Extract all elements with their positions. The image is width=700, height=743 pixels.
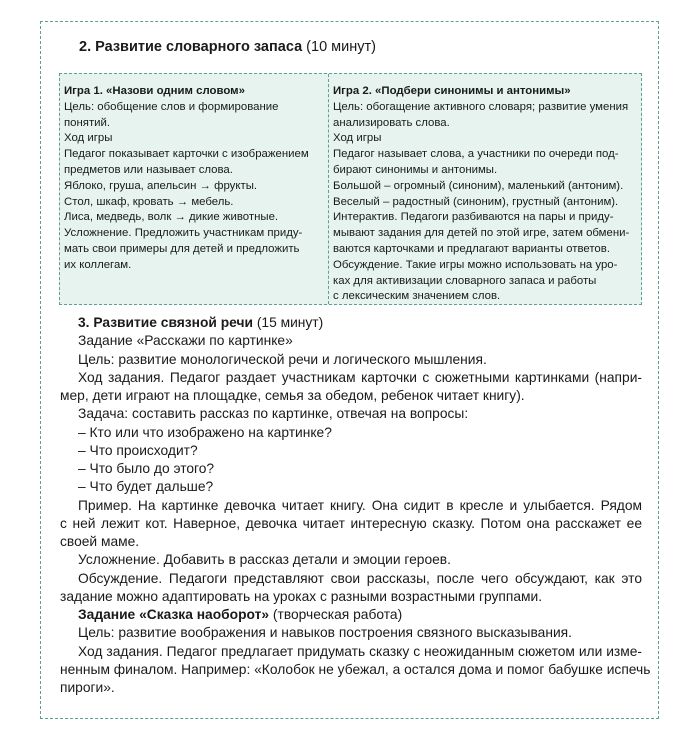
game-1-cell	[64, 84, 324, 274]
fairy-subtitle: (творческая работа)	[272, 607, 403, 622]
example-line: с ней лежит кот. Наверное, девочка читает интересную сказку. Потом она расскажет ее	[60, 515, 642, 531]
question-list	[60, 424, 642, 497]
section-2-duration: (10 минут)	[306, 39, 376, 55]
game-1-body	[64, 100, 324, 274]
task-process-line: мер, дети играют на площадке, семья за обедом, ребенок читает книгу).	[60, 388, 525, 403]
section-2-heading	[79, 37, 376, 57]
question-item: – Что будет дальше?	[78, 479, 214, 495]
task-label: Задание «Расскажи по картинке»	[78, 333, 293, 349]
game-1-line: мать свои примеры для детей и предложить	[64, 242, 300, 255]
game-1-line: их коллегам.	[64, 258, 132, 271]
task-objective: Задача: составить рассказ по картинке, отвечая на вопросы:	[78, 406, 469, 422]
example-line: своей маме.	[60, 534, 140, 549]
game-2-line: с лексическим значением слов.	[333, 290, 501, 303]
game-2-line: Веселый – радостный (синоним), грустный (антоним).	[333, 195, 619, 208]
game-2-line: Интерактив. Педагоги разбиваются на пары и приду-	[333, 211, 614, 224]
game-2-body	[333, 100, 639, 305]
section-3-title: 3. Развитие связной речи	[78, 315, 253, 330]
main-text	[60, 314, 651, 697]
game-1-line: понятий.	[64, 116, 111, 129]
game-2-line: мывают задания для детей по этой игре, затем обмени-	[333, 227, 630, 240]
complication: Усложнение. Добавить в рассказ детали и эмоции героев.	[78, 552, 451, 568]
game-1-line: Усложнение. Предложить участникам приду-	[64, 227, 303, 240]
question-item: – Что происходит?	[78, 442, 198, 458]
game-2-line: Педагог называет слова, а участники по очереди под-	[333, 148, 619, 161]
game-2-line: Большой – огромный (синоним), маленький (антоним).	[333, 179, 624, 192]
game-2-line: ках для активизации словарного запаса и работы	[333, 274, 597, 287]
game-1-line: Цель: обобщение слов и формирование	[64, 100, 279, 113]
games-table	[59, 73, 642, 305]
game-1-line: Яблоко, груша, апельсин → фрукты.	[64, 179, 258, 192]
fairy-process-line: ненным финалом. Например: «Колобок не убежал, а остался дома и помог бабушке испечь	[60, 661, 651, 677]
discussion-line: Обсуждение. Педагоги представляют свои рассказы, после чего обсуждают, как это	[78, 570, 642, 586]
game-1-title: Игра 1. «Назови одним словом»	[64, 85, 245, 97]
fairy-title: Задание «Сказка наоборот»	[78, 607, 270, 622]
question-item: – Кто или что изображено на картинке?	[78, 424, 332, 440]
game-1-line: Лиса, медведь, волк → дикие животные.	[64, 211, 279, 224]
game-1-line: Педагог показывает карточки с изображением	[64, 148, 309, 161]
table-divider	[328, 74, 329, 304]
game-2-cell	[333, 84, 639, 305]
section-3-duration: (15 минут)	[256, 315, 324, 330]
game-2-line: ваются карточками и предлагают варианты ответов.	[333, 242, 610, 255]
game-2-line: Ход игры	[333, 132, 382, 145]
fairy-goal: Цель: развитие воображения и навыков построения связного высказывания.	[78, 625, 572, 641]
fairy-heading	[60, 606, 642, 624]
task-goal: Цель: развитие монологической речи и логического мышления.	[78, 351, 487, 367]
game-2-line: Обсуждение. Такие игры можно использовать на уро-	[333, 258, 618, 271]
section-3-heading	[60, 314, 642, 332]
game-2-line: бирают синонимы и антонимы.	[333, 163, 498, 176]
task-process-line: Ход задания. Педагог раздает участникам карточки с сюжетными картинками (напри-	[78, 369, 642, 385]
game-1-line: Стол, шкаф, кровать → мебель.	[64, 195, 234, 208]
game-2-line: Цель: обогащение активного словаря; развитие умения	[333, 100, 629, 113]
fairy-process-line: Ход задания. Педагог предлагает придумать сказку с неожиданным сюжетом или изме-	[78, 643, 642, 659]
discussion-line: задание можно адаптировать на уроках с разными возрастными группами.	[60, 588, 543, 604]
game-1-line: предметов или называет слова.	[64, 163, 233, 176]
game-1-line: Ход игры	[64, 132, 113, 145]
example-line: Пример. На картинке девочка читает книгу. Она сидит в кресле и улыбается. Рядом	[78, 497, 642, 513]
question-item: – Что было до этого?	[78, 461, 215, 476]
game-2-title: Игра 2. «Подбери синонимы и антонимы»	[333, 85, 571, 97]
section-2-title: 2. Развитие словарного запаса	[79, 39, 303, 55]
game-2-line: анализировать слова.	[333, 116, 450, 129]
fairy-process-line: пироги».	[60, 680, 115, 695]
